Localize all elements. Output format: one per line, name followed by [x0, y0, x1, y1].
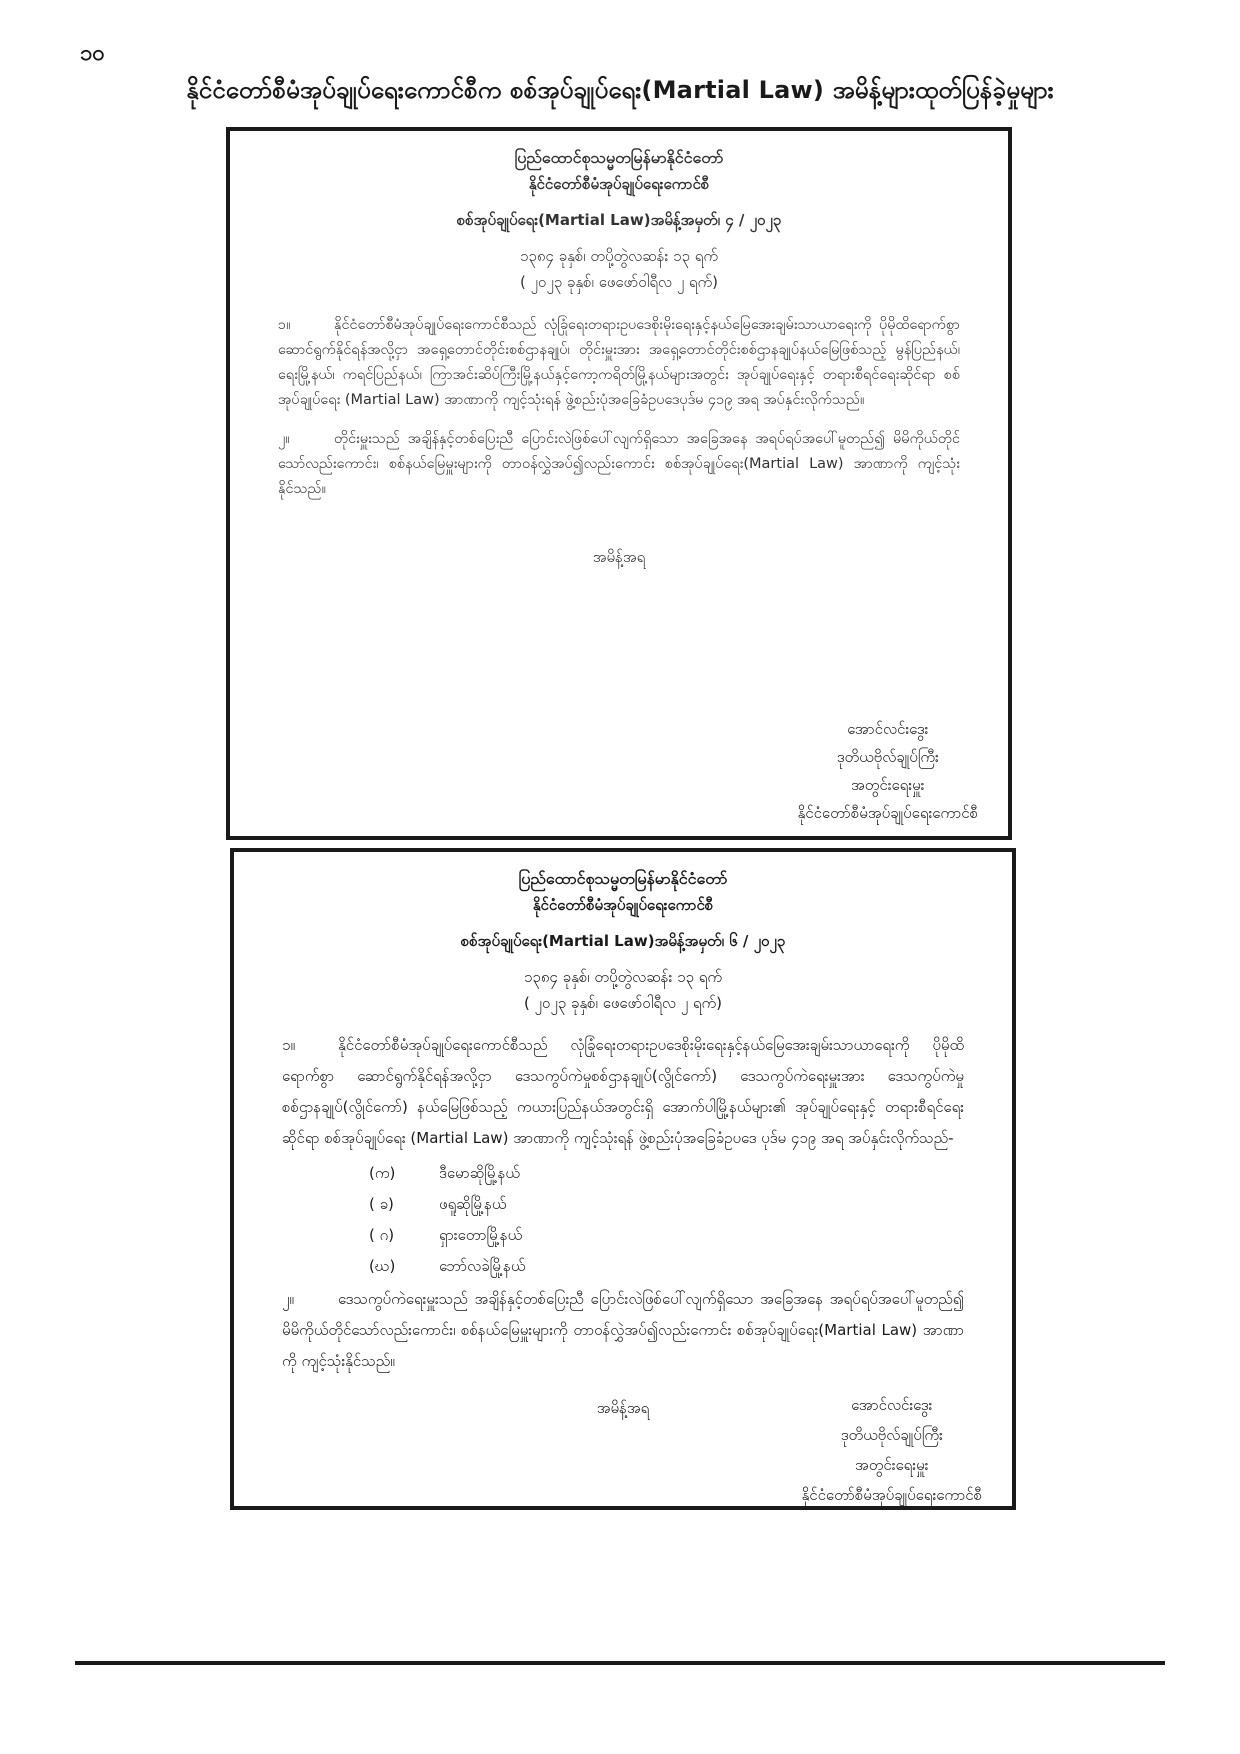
order-date-western: ( ၂၀၂၃ ခုနှစ်၊ ဖေဖော်ဝါရီလ ၂ ရက်) [523, 994, 723, 1012]
signature-block [802, 1390, 982, 1510]
order-paragraph-1 [278, 313, 960, 413]
paragraph-number: ၂။ [282, 1290, 294, 1308]
martial-law-order-6 [230, 848, 1016, 1510]
list-item [369, 1158, 1012, 1189]
bottom-rule [75, 1661, 1165, 1665]
list-item-text: ဒီမောဆိုမြို့နယ် [439, 1164, 520, 1182]
order-date-myanmar: ၁၃၈၄ ခုနှစ်၊ တပို့တွဲလဆန်း ၁၃ ရက် [523, 968, 723, 986]
signatory-organization: နိုင်ငံတော်စီမံအုပ်ချုပ်ရေးကောင်စီ [797, 804, 978, 822]
paragraph-number: ၁။ [278, 317, 291, 333]
signatory-rank: ဒုတိယဗိုလ်ချုပ်ကြီး [840, 1426, 943, 1444]
order-paragraph-2 [282, 1284, 964, 1377]
list-item-label: (က) [369, 1164, 396, 1182]
paragraph-text: ဒေသကွပ်ကဲရေးမှူးသည် အချိန်နှင့်တစ်ပြေးညီ ပြောင်းလဲဖြစ်ပေါ်လျက်ရှိသော အခြေအနေ အရပ်ရပ်အပေါ်မူတည်၍ မိမိကိုယ်တိုင်သော်လည်းကောင်း၊ စစ်နယ်မြေမှူးများကို တာဝန်လွှဲအပ်၍လည်းကောင်း စစ်အုပ်ချုပ်ရေး(Martial Law) အာဏာကို ကျင့်သုံးနိုင်သည်။ [282, 1290, 964, 1370]
list-item [369, 1220, 1012, 1251]
paragraph-number: ၂။ [278, 431, 290, 447]
signatory-name: အောင်လင်းဒွေး [847, 720, 929, 738]
signatory-organization: နိုင်ငံတော်စီမံအုပ်ချုပ်ရေးကောင်စီ [801, 1486, 982, 1504]
order-header-country: ပြည်ထောင်စုသမ္မတမြန်မာနိုင်ငံတော် [518, 869, 728, 888]
paragraph-text: နိုင်ငံတော်စီမံအုပ်ချုပ်ရေးကောင်စီသည် လုံခြုံရေးတရားဥပဒေစိုးမိုးရေးနှင့်နယ်မြေအေးချမ်းသာယာရေးကို ပိုမိုထိရောက်စွာဆောင်ရွက်နိုင်ရန်အလို့ငှာ အရှေ့တောင်တိုင်းစစ်ဌာနချုပ်၊ တိုင်းမှူးအား အရှေ့တောင်တိုင်းစစ်ဌာနချုပ်နယ်မြေဖြစ်သည့် မွန်ပြည်နယ်၊ ရေးမြို့နယ်၊ ကရင်ပြည်နယ်၊ ကြာအင်းဆိပ်ကြီးမြို့နယ်နှင့်ကော့ကရိတ်မြို့နယ်များအတွင်း အုပ်ချုပ်ရေးနှင့် တရားစီရင်ရေးဆိုင်ရာ စစ်အုပ်ချုပ်ရေး (Martial Law) အာဏာကို ကျင့်သုံးရန် ဖွဲ့စည်းပုံအခြေခံဥပဒေပုဒ်မ ၄၁၉ အရ အပ်နှင်းလိုက်သည်။ [278, 317, 960, 408]
order-title: စစ်အုပ်ချုပ်ရေး(Martial Law)အမိန့်အမှတ်၊ ၄ / ၂၀၂၃ [456, 211, 782, 229]
list-item [369, 1251, 1012, 1282]
paragraph-text: နိုင်ငံတော်စီမံအုပ်ချုပ်ရေးကောင်စီသည် လုံခြုံရေးတရားဥပဒေစိုးမိုးရေးနှင့်နယ်မြေအေးချမ်းသာယာရေးကို ပိုမိုထိရောက်စွာ ဆောင်ရွက်နိုင်ရန်အလို့ငှာ ဒေသကွပ်ကဲမှုစစ်ဌာနချုပ်(လွိုင်ကော်) ဒေသကွပ်ကဲရေးမှူးအား ဒေသကွပ်ကဲမှုစစ်ဌာနချုပ်(လွိုင်ကော်) နယ်မြေဖြစ်သည့် ကယားပြည်နယ်အတွင်းရှိ အောက်ပါမြို့နယ်များ၏ အုပ်ချုပ်ရေးနှင့် တရားစီရင်ရေးဆိုင်ရာ စစ်အုပ်ချုပ်ရေး (Martial Law) အာဏာကို ကျင့်သုံးရန် ဖွဲ့စည်းပုံအခြေခံဥပဒေ ပုဒ်မ ၄၁၉ အရ အပ်နှင်းလိုက်သည်- [282, 1036, 964, 1147]
list-item-label: ( ဂ) [369, 1226, 395, 1244]
page-title: နိုင်ငံတော်စီမံအုပ်ချုပ်ရေးကောင်စီက စစ်အုပ်ချုပ်ရေး(Martial Law) အမိန့်များထုတ်ပြန်ခဲ့မှုများ [186, 76, 1054, 104]
order-paragraph-2 [278, 427, 960, 502]
signatory-position: အတွင်းရေးမှူး [851, 776, 925, 794]
signatory-name: အောင်လင်းဒွေး [851, 1396, 933, 1414]
order-closing: အမိန့်အရ [592, 548, 646, 566]
order-date-myanmar: ၁၃၈၄ ခုနှစ်၊ တပို့တွဲလဆန်း ၁၃ ရက် [519, 247, 719, 265]
list-item-text: ရှားတောမြို့နယ် [439, 1226, 523, 1244]
order-closing: အမိန့်အရ [596, 1399, 650, 1417]
order-paragraph-1 [282, 1030, 964, 1154]
signatory-position: အတွင်းရေးမှူး [855, 1456, 929, 1474]
page-number: ၁၀ [80, 41, 105, 66]
martial-law-order-4 [226, 127, 1012, 840]
order-title: စစ်အုပ်ချုပ်ရေး(Martial Law)အမိန့်အမှတ်၊ ၆ / ၂၀၂၃ [460, 932, 786, 950]
list-item-label: (ဃ) [369, 1257, 396, 1275]
list-item [369, 1189, 1012, 1220]
list-item-text: ဘော်လခဲမြို့နယ် [439, 1257, 526, 1275]
order-header-country: ပြည်ထောင်စုသမ္မတမြန်မာနိုင်ငံတော် [514, 148, 724, 167]
list-item-label: ( ခ) [369, 1195, 394, 1213]
order-body [230, 147, 1008, 570]
list-item-text: ဖရူဆိုမြို့နယ် [439, 1195, 507, 1213]
signatory-rank: ဒုတိယဗိုလ်ချုပ်ကြီး [836, 748, 939, 766]
order-header-council: နိုင်ငံတော်စီမံအုပ်ချုပ်ရေးကောင်စီ [532, 896, 714, 914]
township-list [369, 1158, 1012, 1282]
paragraph-text: တိုင်းမှူးသည် အချိန်နှင့်တစ်ပြေးညီ ပြောင်းလဲဖြစ်ပေါ်လျက်ရှိသော အခြေအနေ အရပ်ရပ်အပေါ်မူတည်၍ မိမိကိုယ်တိုင်သော်လည်းကောင်း၊ စစ်နယ်မြေမှူးများကို တာဝန်လွှဲအပ်၍လည်းကောင်း စစ်အုပ်ချုပ်ရေး(Martial Law) အာဏာကို ကျင့်သုံးနိုင်သည်။ [278, 431, 960, 497]
signature-block [798, 715, 978, 827]
paragraph-number: ၁။ [282, 1036, 295, 1054]
order-header-council: နိုင်ငံတော်စီမံအုပ်ချုပ်ရေးကောင်စီ [528, 175, 710, 193]
order-date-western: ( ၂၀၂၃ ခုနှစ်၊ ဖေဖော်ဝါရီလ ၂ ရက်) [519, 273, 719, 291]
